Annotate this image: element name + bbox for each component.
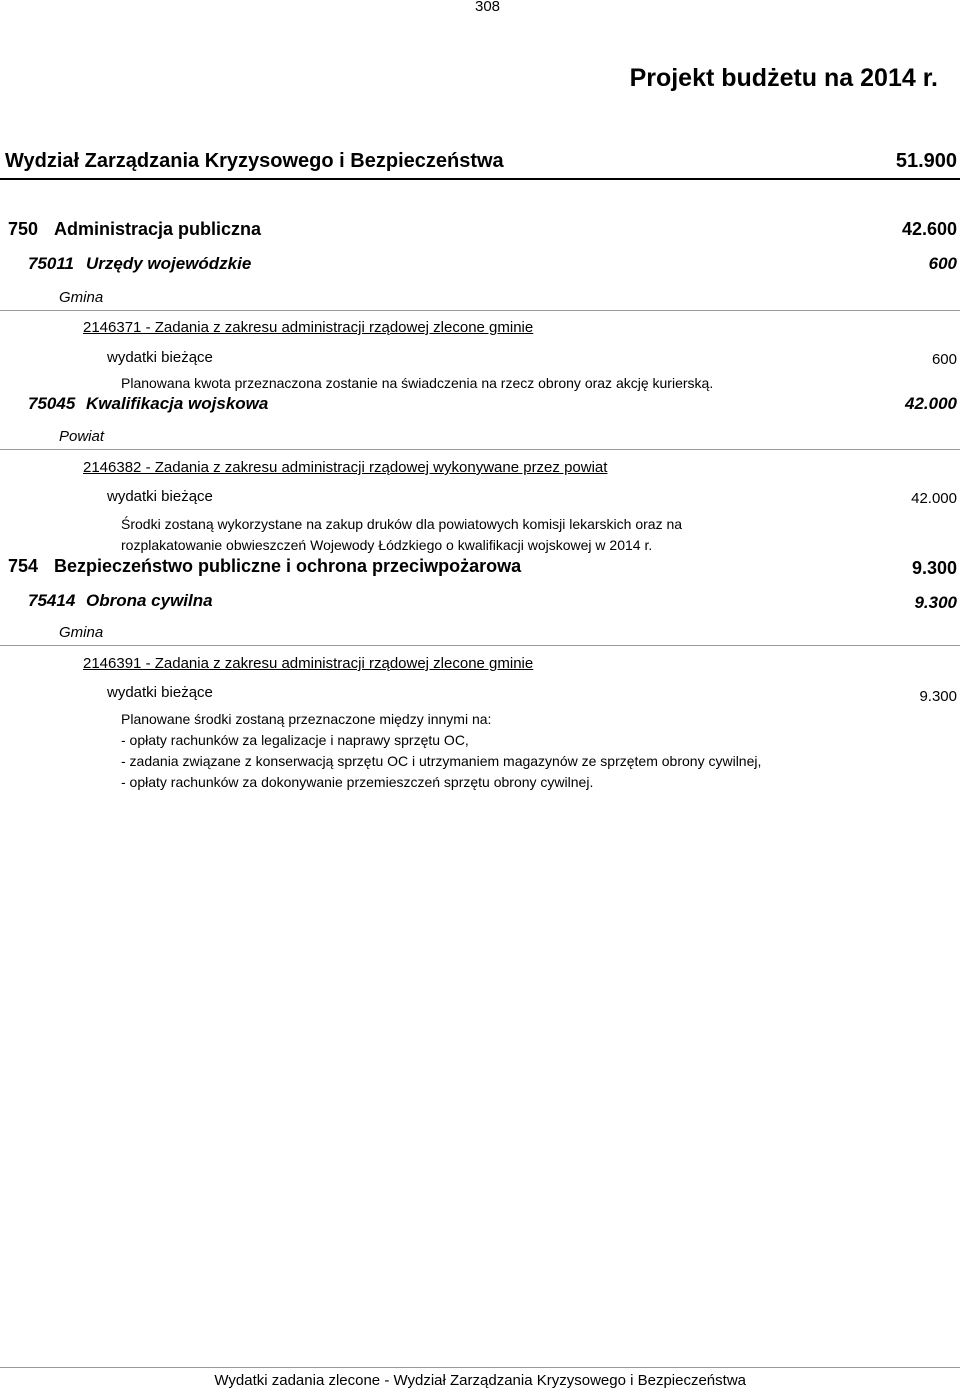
chapter-code: 75011: [28, 254, 75, 273]
page-number: 308: [474, 0, 501, 15]
note-line: - zadania związane z konserwacją sprzętu OC i utrzymaniem magazynów ze sprzętem obrony cywilnej,: [121, 753, 762, 769]
chapter-amount: 42.000: [905, 394, 957, 413]
section-name: Administracja publiczna: [54, 219, 262, 239]
task-title: 2146382 - Zadania z zakresu administracji rządowej wykonywane przez powiat: [83, 459, 608, 476]
footer-text: Wydatki zadania zlecone - Wydział Zarządzania Kryzysowego i Bezpieczeństwa: [214, 1372, 746, 1389]
chapter-code: 75045: [28, 394, 76, 413]
unit-label: Powiat: [59, 428, 105, 445]
unit-divider: [0, 310, 960, 311]
category-label: wydatki bieżące: [107, 684, 213, 701]
department-divider: [0, 178, 960, 180]
category-label: wydatki bieżące: [107, 349, 213, 366]
chapter-amount: 600: [928, 254, 957, 273]
chapter-name: Obrona cywilna: [86, 591, 213, 610]
note-line: - opłaty rachunków za legalizacje i naprawy sprzętu OC,: [121, 732, 469, 748]
note-line: Planowana kwota przeznaczona zostanie na świadczenia na rzecz obrony oraz akcję kurierską.: [121, 375, 714, 391]
chapter-amount: 9.300: [914, 593, 957, 612]
department-amount: 51.900: [895, 150, 957, 172]
note-line: Planowane środki zostaną przeznaczone między innymi na:: [121, 711, 492, 727]
category-amount: 42.000: [911, 490, 957, 507]
note-line: rozplakatowanie obwieszczeń Wojewody Łódzkiego o kwalifikacji wojskowej w 2014 r.: [121, 537, 653, 553]
note-line: - opłaty rachunków za dokonywanie przemieszczeń sprzętu obrony cywilnej.: [121, 774, 594, 790]
unit-divider: [0, 449, 960, 450]
category-amount: 600: [931, 351, 957, 368]
department-title: Wydział Zarządzania Kryzysowego i Bezpieczeństwa: [5, 150, 504, 172]
unit-label: Gmina: [59, 624, 104, 641]
section-code: 754: [8, 556, 39, 576]
task-title: 2146371 - Zadania z zakresu administracji rządowej zlecone gminie: [83, 319, 534, 336]
section-amount: 9.300: [911, 558, 957, 578]
unit-label: Gmina: [59, 289, 104, 306]
unit-divider: [0, 645, 960, 646]
section-name: Bezpieczeństwo publiczne i ochrona przeciwpożarowa: [54, 556, 522, 576]
document-title: Projekt budżetu na 2014 r.: [629, 64, 938, 92]
section-code: 750: [8, 219, 39, 239]
task-title: 2146391 - Zadania z zakresu administracji rządowej zlecone gminie: [83, 655, 534, 672]
note-line: Środki zostaną wykorzystane na zakup druków dla powiatowych komisji lekarskich oraz na: [121, 516, 683, 532]
section-amount: 42.600: [901, 219, 957, 239]
chapter-code: 75414: [28, 591, 76, 610]
category-amount: 9.300: [919, 688, 957, 705]
chapter-name: Urzędy wojewódzkie: [86, 254, 252, 273]
category-label: wydatki bieżące: [107, 488, 213, 505]
chapter-name: Kwalifikacja wojskowa: [86, 394, 269, 413]
footer-divider: [0, 1367, 960, 1368]
